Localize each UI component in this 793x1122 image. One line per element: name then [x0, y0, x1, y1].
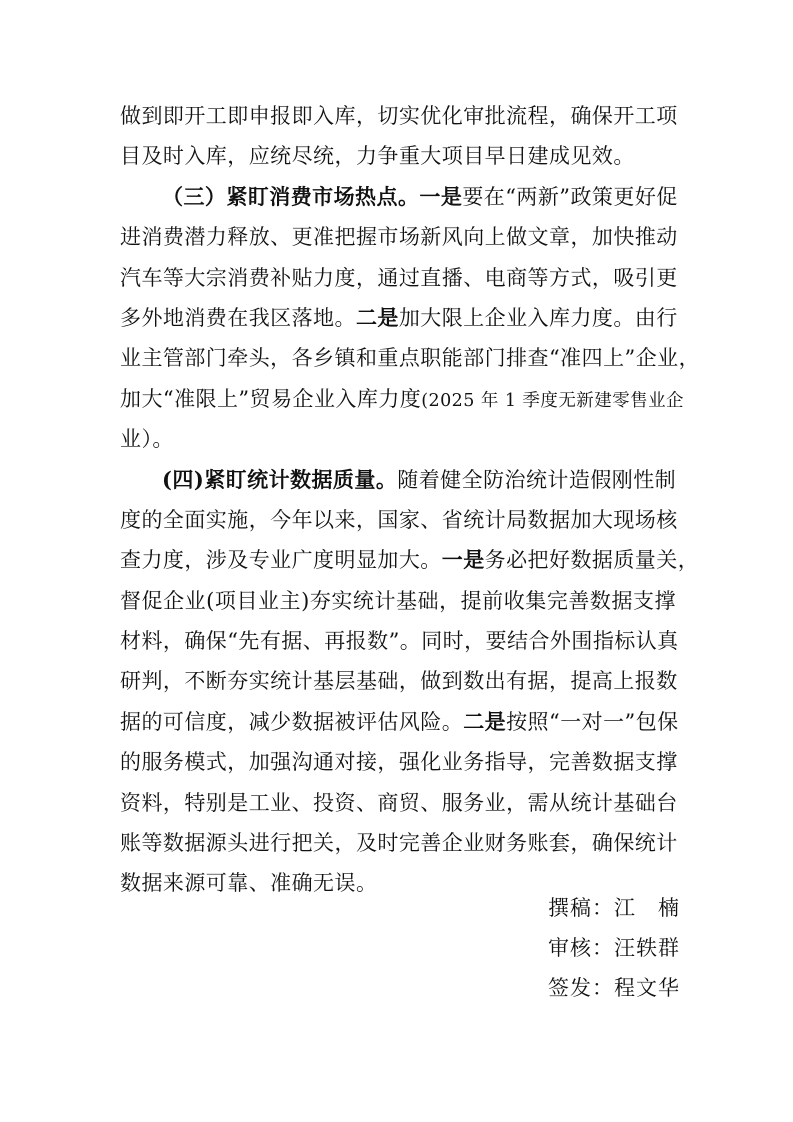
paragraph-2-line-1 [120, 177, 676, 217]
writer-signature: 撰稿：江 楠 [548, 896, 680, 920]
point-two-marker: 二是 [355, 304, 399, 330]
paragraph-3-line-6: 研判，不断夯实统计基层基础，做到数出有据，提高上报数 [120, 669, 678, 694]
paragraph-3-line-4: 督促企业(项目业主)夯实统计基础，提前收集完善数据支撑 [120, 588, 676, 613]
paragraph-2-line-4-pre: 多外地消费在我区落地。 [120, 305, 356, 330]
point-one-marker: 一是 [419, 183, 463, 209]
paragraph-3-line-7 [120, 702, 679, 742]
paragraph-3-line-10: 账等数据源头进行把关，及时完善企业财务账套，确保统计 [120, 831, 678, 856]
body-text [120, 96, 701, 904]
paragraph-3-line-11: 数据来源可靠、准确无误。 [120, 871, 378, 896]
paragraph-2-line-4-text: 加大限上企业入库力度。由行 [398, 305, 678, 330]
paragraph-3-line-2: 度的全面实施，今年以来，国家、省统计局数据加大现场核 [120, 507, 678, 532]
paragraph-2-line-1-text: 要在“两新”政策更好促 [462, 184, 678, 209]
paragraph-3-line-8: 的服务模式，加强沟通对接，强化业务指导，完善数据支撑 [120, 750, 678, 775]
paragraph-3-line-3-text: 务必把好数据质量关， [484, 548, 700, 573]
point-one-marker-2: 一是 [441, 547, 485, 573]
paragraph-3-line-9: 资料，特别是工业、投资、商贸、服务业，需从统计基础台 [120, 790, 678, 815]
paragraph-2-line-6 [120, 379, 684, 419]
paragraph-3-line-3 [120, 540, 700, 580]
point-two-marker-2: 二是 [463, 708, 507, 734]
issuer-signature: 签发：程文华 [548, 976, 680, 1000]
paragraph-2-line-3: 汽车等大宗消费补贴力度，通过直播、电商等方式，吸引更 [120, 265, 678, 290]
paragraph-2-note: (2025 年 1 季度无新建零售业企 [421, 390, 684, 411]
paragraph-2-line-6-pre: 加大“准限上”贸易企业入库力度 [120, 386, 422, 411]
paragraph-2-line-5: 业主管部门牵头，各乡镇和重点职能部门排查“准四上”企业， [120, 346, 701, 371]
paragraph-1-line-1: 做到即开工即申报即入库，切实优化审批流程，确保开工项 [120, 104, 678, 128]
paragraph-3-line-3-pre: 查力度，涉及专业广度明显加大。 [120, 548, 442, 573]
paragraph-2-line-4 [120, 298, 676, 338]
section-4-heading: (四)紧盯统计数据质量。 [162, 466, 398, 492]
paragraph-1-line-2: 目及时入库，应统尽统，力争重大项目早日建成见效。 [120, 144, 635, 169]
paragraph-3-line-7-text: 按照“一对一”包保 [506, 709, 679, 734]
paragraph-3-line-1 [120, 460, 676, 500]
section-3-heading: （三）紧盯消费市场热点。 [162, 183, 420, 209]
paragraph-2-line-7: 业）。 [120, 427, 174, 452]
paragraph-3-line-5: 材料，确保“先有据、再报数”。同时，要结合外围指标认真 [120, 629, 679, 654]
paragraph-3-line-7-pre: 据的可信度，减少数据被评估风险。 [120, 709, 464, 734]
reviewer-signature: 审核：汪轶群 [548, 936, 680, 960]
paragraph-2-line-2: 进消费潜力释放、更准把握市场新风向上做文章，加快推动 [120, 225, 678, 250]
paragraph-3-line-1-text: 随着健全防治统计造假刚性制 [397, 467, 677, 492]
